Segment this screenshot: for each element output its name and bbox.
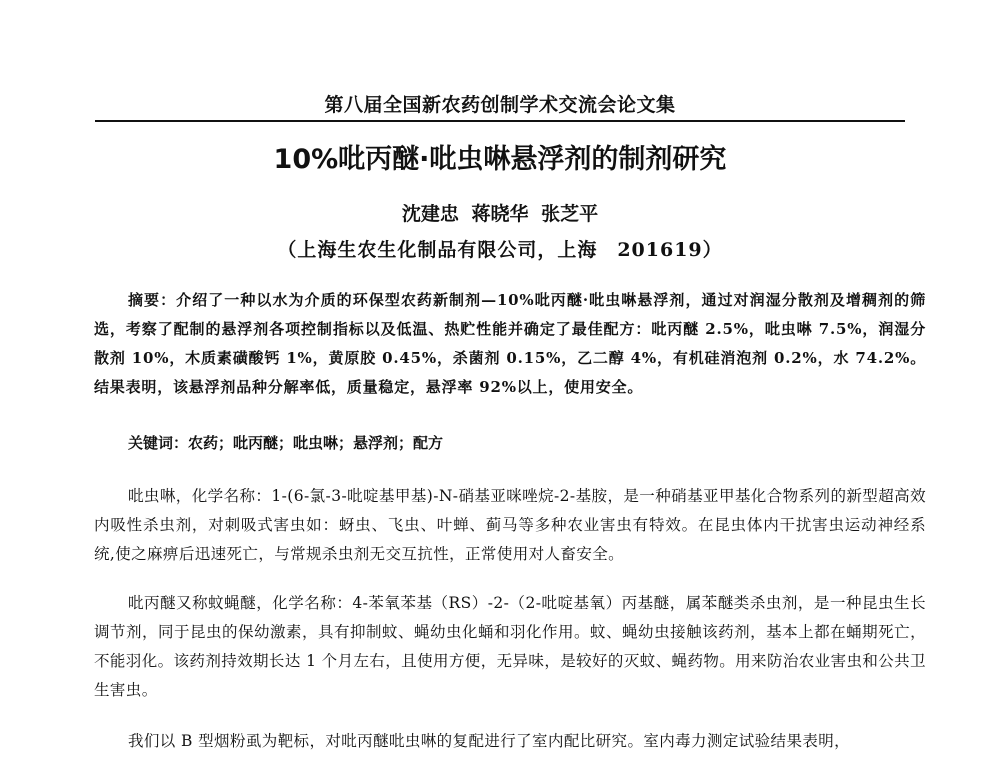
- affiliation: （上海生农生化制品有限公司，上海 201619）: [277, 239, 723, 261]
- abstract: 摘要：介绍了一种以水为介质的环保型农药新制剂—10%吡丙醚·吡虫啉悬浮剂，通过对润湿分散剂及增稠剂的筛选，考察了配制的悬浮剂各项控制指标以及低温、热贮性能并确定了最佳配方：吡丙醚 2.5%，吡虫啉 7.5%，润湿分散剂 10%，木质素磺酸钙 1%，黄原胶 0.45%，杀菌剂 0.15%，乙二醇 4%，有机硅消泡剂 0.2%，水 74.2%。结果表明，该悬浮剂品种分解率低，质量稳定，悬浮率 92%以上，使用安全。: [94, 291, 926, 396]
- body-paragraph: 吡虫啉，化学名称：1-(6-氯-3-吡啶基甲基)-N-硝基亚咪唑烷-2-基胺，是一种硝基亚甲基化合物系列的新型超高效内吸性杀虫剂，对刺吸式害虫如：蚜虫、飞虫、叶蝉、蓟马等多种农业害虫有特效。在昆虫体内干扰害虫运动神经系统,使之麻痹后迅速死亡，与常规杀虫剂无交互抗性，正常使用对人畜安全。: [94, 487, 926, 563]
- paper-title: 10%吡丙醚·吡虫啉悬浮剂的制剂研究: [273, 144, 727, 175]
- author-list: 沈建忠 蒋晓华 张芝平: [401, 203, 599, 225]
- body-paragraph: 我们以 B 型烟粉虱为靶标，对吡丙醚吡虫啉的复配进行了室内配比研究。室内毒力测定试验结果表明，: [128, 732, 851, 750]
- header-rule: [95, 120, 905, 122]
- keywords: 关键词：农药；吡丙醚；吡虫啉；悬浮剂；配方: [128, 434, 444, 452]
- body-paragraph: 吡丙醚又称蚊蝇醚，化学名称：4-苯氧苯基（RS）-2-（2-吡啶基氧）丙基醚，属苯醚类杀虫剂，是一种昆虫生长调节剂，同于昆虫的保幼激素，具有抑制蚊、蝇幼虫化蛹和羽化作用。蚊、蝇幼虫接触该药剂，基本上都在蛹期死亡，不能羽化。该药剂持效期长达 1 个月左右，且使用方便，无异味，是较好的灭蚊、蝇药物。用来防治农业害虫和公共卫生害虫。: [94, 594, 926, 699]
- running-head: 第八届全国新农药创制学术交流会论文集: [324, 94, 676, 116]
